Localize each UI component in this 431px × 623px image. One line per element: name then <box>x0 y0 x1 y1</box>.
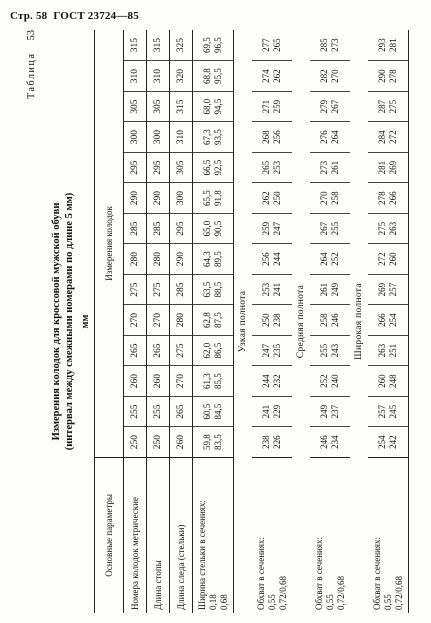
table-cell: 265 <box>124 335 147 366</box>
table-cell <box>252 274 292 305</box>
row-label-text: Обхват в сечениях: <box>255 537 266 610</box>
table-cell: 290 <box>147 183 170 214</box>
cell-value-b: 244 <box>272 252 282 266</box>
table-cell: 270 <box>170 366 193 397</box>
cell-value-a: 60,5 <box>202 403 212 420</box>
table-cell: 250 <box>124 427 147 458</box>
cell-value-b: 258 <box>330 191 340 205</box>
cell-value-a: 65,0 <box>202 220 212 237</box>
table-cell: 295 <box>147 152 170 183</box>
table-cell <box>252 183 292 214</box>
cell-value-b: 93,5 <box>213 129 223 145</box>
cell-value-b: 251 <box>388 343 398 358</box>
table-cell <box>368 274 409 305</box>
table-cell: 310 <box>124 61 147 92</box>
cell-value-b: 247 <box>272 221 282 236</box>
cell-value-a: 290 <box>377 69 387 83</box>
cell-value-b: 96,5 <box>213 37 223 54</box>
cell-value-b: 83,5 <box>213 434 223 450</box>
cell-value-b: 263 <box>388 221 398 236</box>
row-insole-width <box>193 30 234 613</box>
table-cell: 305 <box>124 91 147 122</box>
measurements-table <box>94 30 409 613</box>
cell-value-b: 266 <box>388 191 398 205</box>
cell-value-a: 256 <box>261 252 271 266</box>
cell-value-b: 226 <box>272 435 282 449</box>
table-cell <box>368 152 409 183</box>
cell-value-a: 263 <box>377 343 387 358</box>
cell-value-a: 267 <box>319 221 329 236</box>
cell-value-b: 246 <box>330 313 340 327</box>
cell-value-b: 234 <box>330 435 340 449</box>
table-label: Таблица53 <box>26 30 37 99</box>
table-cell <box>310 244 350 275</box>
table-cell <box>252 61 292 92</box>
row-foot-length <box>147 30 170 613</box>
cell-value-a: 262 <box>261 191 271 205</box>
row-sublabel-1: 0,18 <box>207 594 218 610</box>
table-cell <box>252 122 292 153</box>
table-cell: 305 <box>170 152 193 183</box>
table-cell: 285 <box>124 213 147 244</box>
row-foot-length-label: Длина стопы <box>147 457 170 613</box>
cell-value-a: 284 <box>377 130 387 144</box>
cell-value-b: 262 <box>272 69 282 83</box>
cell-value-a: 265 <box>261 160 271 175</box>
cell-value-a: 269 <box>377 282 387 297</box>
row-sublabel-2: 0,72/0,68 <box>277 575 288 610</box>
cell-value-a: 276 <box>319 130 329 144</box>
table-cell <box>310 30 350 61</box>
cell-value-b: 281 <box>388 38 398 52</box>
table-cell: 260 <box>147 366 170 397</box>
table-cell: 260 <box>124 366 147 397</box>
table-cell: 285 <box>170 274 193 305</box>
cell-value-a: 247 <box>261 343 271 358</box>
row-sublabel-2: 0,72/0,68 <box>393 575 404 610</box>
cell-value-b: 89,5 <box>213 251 223 267</box>
table-cell <box>310 183 350 214</box>
table-cell: 280 <box>147 244 170 275</box>
table-cell <box>368 213 409 244</box>
table-cell <box>368 427 409 458</box>
table-cell: 270 <box>124 305 147 336</box>
cell-value-b: 267 <box>330 99 340 114</box>
table-cell <box>368 183 409 214</box>
table-cell <box>193 183 234 214</box>
row-girth <box>310 30 350 613</box>
table-cell <box>368 305 409 336</box>
table-cell <box>368 91 409 122</box>
table-cell <box>193 213 234 244</box>
cell-value-a: 277 <box>261 38 271 52</box>
cell-value-a: 66,5 <box>202 159 212 176</box>
cell-value-a: 275 <box>377 221 387 236</box>
cell-value-b: 249 <box>330 282 340 297</box>
row-sublabel-2: 0,68 <box>218 594 229 610</box>
cell-value-a: 253 <box>261 282 271 297</box>
cell-value-a: 268 <box>261 130 271 144</box>
table-cell <box>252 91 292 122</box>
cell-value-a: 68,8 <box>202 68 212 84</box>
cell-value-a: 287 <box>377 99 387 114</box>
cell-value-b: 243 <box>330 343 340 358</box>
cell-value-a: 293 <box>377 38 387 52</box>
standard-number: ГОСТ 23724—85 <box>53 10 139 22</box>
cell-value-b: 278 <box>388 69 398 83</box>
row-sublabel-1: 0,55 <box>382 594 393 610</box>
cell-value-a: 279 <box>319 99 329 114</box>
cell-value-a: 64,3 <box>202 251 212 267</box>
page-number: 53 <box>26 30 37 41</box>
cell-value-a: 252 <box>319 374 329 388</box>
table-cell <box>193 274 234 305</box>
cell-value-a: 260 <box>377 374 387 388</box>
cell-value-b: 238 <box>272 313 282 327</box>
row-sublabel-2: 0,72/0,68 <box>335 575 346 610</box>
cell-value-a: 281 <box>377 160 387 175</box>
cell-value-b: 229 <box>272 404 282 419</box>
row-girth-label <box>252 457 292 613</box>
table-cell: 300 <box>147 122 170 153</box>
cell-value-a: 270 <box>319 191 329 205</box>
table-cell <box>252 335 292 366</box>
table-cell <box>193 396 234 427</box>
table-cell <box>193 152 234 183</box>
section-title: Средняя полнота <box>296 284 306 359</box>
row-label-text: Ширина стельки в сечениях: <box>196 500 207 610</box>
table-cell: 315 <box>147 30 170 61</box>
table-cell <box>310 274 350 305</box>
row-insole-length <box>170 30 193 613</box>
table-cell <box>310 91 350 122</box>
table-cell <box>193 366 234 397</box>
cell-value-a: 254 <box>377 435 387 449</box>
table-cell: 255 <box>124 396 147 427</box>
cell-value-a: 255 <box>319 343 329 358</box>
table-cell <box>368 61 409 92</box>
table-cell: 310 <box>147 61 170 92</box>
cell-value-b: 260 <box>388 252 398 266</box>
table-title-line1: Измерения колодок для кроссовой мужской обуви <box>51 202 62 441</box>
section-title-row <box>292 30 310 613</box>
cell-value-a: 261 <box>319 282 329 297</box>
row-sublabel-1: 0,55 <box>324 594 335 610</box>
cell-value-a: 273 <box>319 160 329 175</box>
table-body <box>124 30 409 613</box>
table-cell <box>193 122 234 153</box>
cell-value-b: 237 <box>330 404 340 419</box>
page-header <box>10 10 139 22</box>
cell-value-b: 256 <box>272 130 282 144</box>
row-girth <box>252 30 292 613</box>
row-girth-label <box>368 457 409 613</box>
table-cell <box>310 335 350 366</box>
table-cell <box>368 244 409 275</box>
cell-value-b: 259 <box>272 99 282 114</box>
table-cell: 300 <box>124 122 147 153</box>
cell-value-a: 65,5 <box>202 190 212 206</box>
table-cell <box>252 152 292 183</box>
rotated-table-block <box>20 30 425 613</box>
row-girth <box>368 30 409 613</box>
table-cell <box>252 244 292 275</box>
cell-value-b: 87,5 <box>213 312 223 328</box>
table-cell: 260 <box>170 427 193 458</box>
cell-value-a: 249 <box>319 404 329 419</box>
row-sublabel-1: 0,55 <box>266 594 277 610</box>
table-header-row <box>95 30 124 613</box>
cell-value-b: 264 <box>330 130 340 144</box>
cell-value-a: 246 <box>319 435 329 449</box>
table-cell: 275 <box>147 274 170 305</box>
cell-value-b: 261 <box>330 160 340 175</box>
table-cell: 290 <box>170 244 193 275</box>
cell-value-b: 242 <box>388 435 398 449</box>
table-cell <box>310 427 350 458</box>
table-cell <box>193 427 234 458</box>
cell-value-a: 68,0 <box>202 98 212 115</box>
cell-value-b: 253 <box>272 160 282 175</box>
table-cell <box>193 30 234 61</box>
row-shoe-size <box>124 30 147 613</box>
cell-value-a: 258 <box>319 313 329 327</box>
cell-value-b: 90,5 <box>213 220 223 237</box>
cell-value-b: 240 <box>330 374 340 388</box>
table-cell <box>310 61 350 92</box>
table-cell: 305 <box>147 91 170 122</box>
cell-value-b: 250 <box>272 191 282 205</box>
table-cell <box>310 122 350 153</box>
table-cell: 290 <box>124 183 147 214</box>
table-cell <box>252 213 292 244</box>
cell-value-a: 274 <box>261 69 271 83</box>
cell-value-b: 94,5 <box>213 98 223 115</box>
cell-value-b: 254 <box>388 313 398 327</box>
cell-value-a: 259 <box>261 221 271 236</box>
table-cell: 295 <box>124 152 147 183</box>
cell-value-b: 255 <box>330 221 340 236</box>
table-unit: мм <box>80 314 91 329</box>
cell-value-a: 61,3 <box>202 373 212 389</box>
cell-value-a: 244 <box>261 374 271 388</box>
table-cell <box>252 30 292 61</box>
cell-value-b: 265 <box>272 38 282 52</box>
row-label-text: Обхват в сечениях: <box>371 537 382 610</box>
table-cell <box>252 427 292 458</box>
cell-value-a: 62,8 <box>202 312 212 328</box>
cell-value-b: 272 <box>388 130 398 144</box>
table-cell <box>193 335 234 366</box>
table-title <box>50 30 76 613</box>
cell-value-b: 275 <box>388 99 398 114</box>
table-cell: 295 <box>170 213 193 244</box>
cell-value-a: 264 <box>319 252 329 266</box>
cell-value-b: 232 <box>272 374 282 388</box>
cell-value-a: 282 <box>319 69 329 83</box>
row-label-text: Обхват в сечениях: <box>313 537 324 610</box>
table-cell: 250 <box>147 427 170 458</box>
table-cell: 265 <box>170 396 193 427</box>
table-cell <box>368 366 409 397</box>
row-insole-width-label <box>193 457 234 613</box>
table-cell <box>193 244 234 275</box>
cell-value-b: 257 <box>388 282 398 297</box>
table-cell <box>368 396 409 427</box>
cell-value-a: 241 <box>261 404 271 419</box>
cell-value-b: 248 <box>388 374 398 388</box>
cell-value-a: 271 <box>261 99 271 114</box>
section-title-row <box>350 30 368 613</box>
row-shoe-size-label: Номера колодок метрические <box>124 457 147 613</box>
cell-value-b: 241 <box>272 282 282 297</box>
table-cell <box>310 305 350 336</box>
cell-value-b: 88,5 <box>213 281 223 298</box>
cell-value-b: 84,5 <box>213 403 223 420</box>
table-cell <box>193 91 234 122</box>
cell-value-a: 67,3 <box>202 129 212 145</box>
cell-value-a: 63,5 <box>202 281 212 298</box>
table-cell: 300 <box>170 183 193 214</box>
section-title: Широкая полнота <box>354 283 364 360</box>
table-cell <box>193 305 234 336</box>
table-cell: 270 <box>147 305 170 336</box>
table-cell: 285 <box>147 213 170 244</box>
table-cell: 315 <box>170 91 193 122</box>
cell-value-b: 270 <box>330 69 340 83</box>
table-cell <box>310 213 350 244</box>
cell-value-a: 266 <box>377 313 387 327</box>
cell-value-a: 272 <box>377 252 387 266</box>
table-cell: 275 <box>170 335 193 366</box>
cell-value-a: 69,5 <box>202 37 212 54</box>
table-cell <box>368 122 409 153</box>
table-cell <box>310 152 350 183</box>
cell-value-b: 91,8 <box>213 190 223 206</box>
table-title-line2: (интервал между смежными номерами по длине 5 мм) <box>64 192 75 451</box>
table-cell: 255 <box>147 396 170 427</box>
cell-value-b: 92,5 <box>213 159 223 176</box>
cell-value-b: 86,5 <box>213 342 223 359</box>
table-cell <box>252 366 292 397</box>
table-cell <box>193 61 234 92</box>
cell-value-b: 85,5 <box>213 373 223 389</box>
table-cell: 265 <box>147 335 170 366</box>
table-cell <box>310 396 350 427</box>
cell-value-b: 235 <box>272 343 282 358</box>
cell-value-a: 278 <box>377 191 387 205</box>
table-cell <box>252 305 292 336</box>
cell-value-a: 257 <box>377 404 387 419</box>
cell-value-b: 95,5 <box>213 68 223 84</box>
section-title-row <box>234 30 253 613</box>
cell-value-a: 250 <box>261 313 271 327</box>
cell-value-b: 252 <box>330 252 340 266</box>
cell-value-b: 269 <box>388 160 398 175</box>
table-cell <box>252 396 292 427</box>
cell-value-b: 245 <box>388 404 398 419</box>
cell-value-a: 285 <box>319 38 329 52</box>
table-cell: 280 <box>170 305 193 336</box>
table-cell <box>310 366 350 397</box>
table-cell: 310 <box>170 122 193 153</box>
table-cell <box>368 335 409 366</box>
table-cell: 280 <box>124 244 147 275</box>
row-insole-length-label: Длина следа (стельки) <box>170 457 193 613</box>
params-header: Основные параметры <box>95 457 124 613</box>
table-cell <box>368 30 409 61</box>
cell-value-a: 59,8 <box>202 434 212 450</box>
cell-value-b: 273 <box>330 38 340 52</box>
row-girth-label <box>310 457 350 613</box>
table-cell: 325 <box>170 30 193 61</box>
section-title: Узкая полнота <box>238 290 248 353</box>
cell-value-a: 238 <box>261 435 271 449</box>
table-cell: 315 <box>124 30 147 61</box>
page-reference: Стр. 58 <box>10 10 48 22</box>
table-cell: 320 <box>170 61 193 92</box>
cell-value-a: 62,0 <box>202 342 212 359</box>
table-cell: 275 <box>124 274 147 305</box>
measurements-header: Измерения колодок <box>95 30 124 457</box>
